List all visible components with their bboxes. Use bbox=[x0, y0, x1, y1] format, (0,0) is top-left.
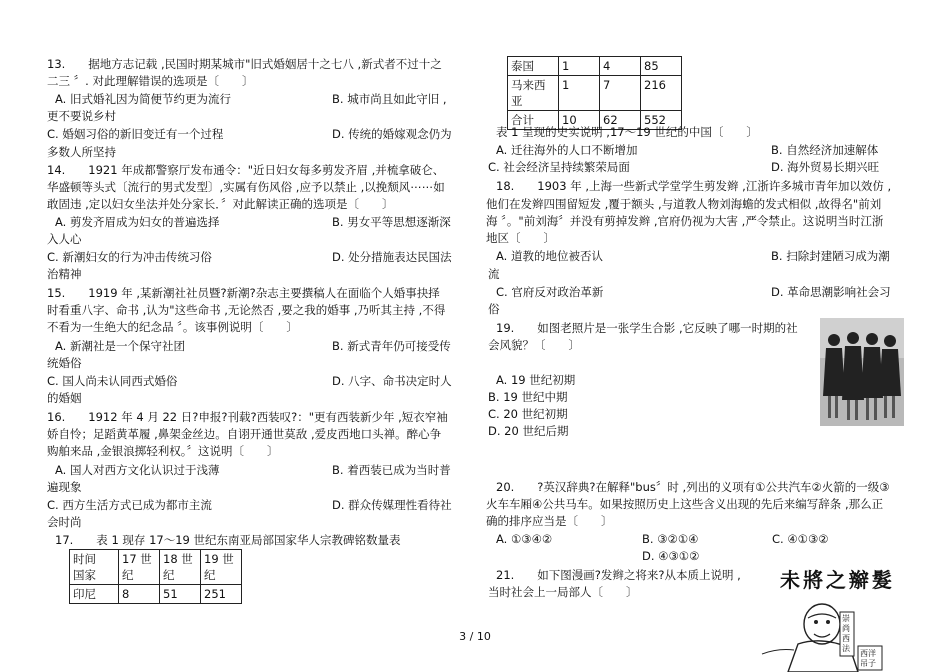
table-cell: 4 bbox=[600, 57, 641, 76]
q14-option-d[interactable]: D. 处分措施表达民国法 bbox=[332, 250, 452, 264]
q17-table-part1 bbox=[69, 549, 242, 604]
q18-stem-line4: 地区〔 〕 bbox=[486, 231, 555, 245]
table-header-cell: 时间 国家 bbox=[70, 550, 119, 585]
q17-stem-line1: 17. 表 1 现存 17～19 世纪东南亚局部国家华人宗教碑铭数量表 bbox=[55, 533, 401, 547]
q17-option-c[interactable]: C. 社会经济呈持续繁荣局面 bbox=[488, 160, 630, 174]
q13-option-d-cont: 多数人所坚持 bbox=[47, 145, 116, 159]
q18-option-d-cont: 俗 bbox=[488, 302, 500, 316]
table-row bbox=[508, 76, 682, 111]
q21-stem-line2: 当时社会上一局部人〔 〕 bbox=[488, 585, 638, 599]
q16-option-b[interactable]: B. 着西装已成为当时普 bbox=[332, 463, 451, 477]
q14-stem-line1: 14. 1921 年成都警察厅发布通令："近日妇女每多剪发齐眉 ,并梳拿破仑、 bbox=[47, 163, 445, 177]
q13-option-a[interactable]: A. 旧式婚礼因为简便节约更为流行 bbox=[55, 92, 231, 106]
q19-option-c[interactable]: C. 20 世纪初期 bbox=[488, 407, 568, 421]
q20-option-d[interactable]: D. ④③①② bbox=[642, 549, 700, 563]
queue-future-cartoon bbox=[758, 558, 908, 672]
q16-option-d-cont: 会时尚 bbox=[47, 515, 82, 529]
q13-option-b-cont: 更不要说乡村 bbox=[47, 109, 116, 123]
q17-question: 表 1 呈现的史实说明 ,17～19 世纪的中国〔 〕 bbox=[496, 125, 758, 139]
table-cell: 216 bbox=[641, 76, 682, 111]
table-cell: 合计 bbox=[508, 111, 559, 130]
table-header-cell: 18 世 纪 bbox=[160, 550, 201, 585]
cartoon-note-1: 崇尚西法 bbox=[842, 614, 850, 653]
q20-stem-line3: 确的排序应当是〔 〕 bbox=[486, 514, 613, 528]
table-header-cell: 17 世 纪 bbox=[119, 550, 160, 585]
table-header-row bbox=[70, 550, 242, 585]
table-cell: 51 bbox=[160, 585, 201, 604]
q17-option-b[interactable]: B. 自然经济加速解体 bbox=[771, 143, 879, 157]
q18-option-b-cont: 流 bbox=[488, 267, 500, 281]
table-cell: 印尼 bbox=[70, 585, 119, 604]
q17-option-d[interactable]: D. 海外贸易长期兴旺 bbox=[771, 160, 880, 174]
q18-option-c[interactable]: C. 官府反对政治革新 bbox=[496, 285, 604, 299]
q18-option-d[interactable]: D. 革命思潮影响社会习 bbox=[771, 285, 891, 299]
q20-stem-line2: 火车车厢④公共马车。如果按照历史上这些含义出现的先后来编写辞条 ,那么正 bbox=[486, 497, 884, 511]
q14-stem-line2: 华盛顿等头式〔流行的男式发型〕,实属有伤风俗 ,应予以禁止 ,以挽颓风⋯⋯如 bbox=[47, 180, 445, 194]
q15-option-c[interactable]: C. 国人尚未认同西式婚俗 bbox=[47, 374, 178, 388]
table-cell: 1 bbox=[559, 76, 600, 111]
q15-option-b[interactable]: B. 新式青年仍可接受传 bbox=[332, 339, 451, 353]
q19-option-d[interactable]: D. 20 世纪后期 bbox=[488, 424, 569, 438]
table-cell: 552 bbox=[641, 111, 682, 130]
table-row bbox=[508, 57, 682, 76]
q16-option-d[interactable]: D. 群众传媒理性看待社 bbox=[332, 498, 452, 512]
q14-option-b-cont: 入人心 bbox=[47, 232, 82, 246]
q13-stem-line2: 二三 〞. 对此理解错误的选项是〔 〕 bbox=[47, 74, 254, 88]
table-cell: 马来西亚 bbox=[508, 76, 559, 111]
q15-stem-line3: 不看为一生绝大的纪念品 〞。该事例说明〔 〕 bbox=[47, 320, 298, 334]
q14-option-b[interactable]: B. 男女平等思想逐渐深 bbox=[332, 215, 451, 229]
table-cell: 251 bbox=[201, 585, 242, 604]
q15-option-b-cont: 统婚俗 bbox=[47, 356, 82, 370]
q19-stem-line1: 19. 如图老照片是一张学生合影 ,它反映了哪一时期的社 bbox=[496, 321, 798, 335]
table-cell: 62 bbox=[600, 111, 641, 130]
cartoon-note-2: 西洋吊子 bbox=[860, 649, 876, 668]
q20-option-b[interactable]: B. ③②①④ bbox=[642, 532, 699, 546]
q16-stem-line1: 16. 1912 年 4 月 22 日?申报?刊载?西装叹?："更有西装新少年 ,短衣窄袖 bbox=[47, 410, 448, 424]
q16-option-b-cont: 遍现象 bbox=[47, 480, 82, 494]
q17-option-a[interactable]: A. 迁往海外的人口不断增加 bbox=[496, 143, 638, 157]
q18-stem-line2: 他们在发辫四围留短发 ,覆于额头 ,与道教人物刘海蟾的发式相似 ,故得名"前刘 bbox=[486, 197, 882, 211]
q16-option-a[interactable]: A. 国人对西方文化认识过于浅薄 bbox=[55, 463, 220, 477]
q15-option-d-cont: 的婚姻 bbox=[47, 391, 82, 405]
table-cell: 85 bbox=[641, 57, 682, 76]
table-cell: 7 bbox=[600, 76, 641, 111]
table-cell: 8 bbox=[119, 585, 160, 604]
q19-option-a[interactable]: A. 19 世纪初期 bbox=[496, 373, 576, 387]
table-header-cell: 19 世 纪 bbox=[201, 550, 242, 585]
q13-option-b[interactable]: B. 城市尚且如此守旧 , bbox=[332, 92, 447, 106]
q19-stem-line2: 会风貌？〔 〕 bbox=[488, 338, 580, 352]
table-cell: 泰国 bbox=[508, 57, 559, 76]
q20-option-c[interactable]: C. ④①③② bbox=[772, 532, 829, 546]
q18-stem-line3: 海 〞。"前刘海〞并没有剪掉发辫 ,官府仍视为大害 ,严令禁止。这说明当时江浙 bbox=[486, 214, 884, 228]
table-cell: 10 bbox=[559, 111, 600, 130]
q14-option-a[interactable]: A. 剪发齐眉成为妇女的普遍选择 bbox=[55, 215, 220, 229]
q14-stem-line3: 敢固违 ,定以妇女坐法并处分家长．〞对此解读正确的选项是〔 〕 bbox=[47, 197, 394, 211]
page-number: 3 / 10 bbox=[459, 630, 491, 643]
student-group-photo bbox=[820, 318, 904, 426]
q18-option-b[interactable]: B. 扫除封建陋习成为潮 bbox=[771, 249, 890, 263]
q20-stem-line1: 20. ?英汉辞典?在解释"bus〞时 ,列出的义项有①公共汽车②火箭的一级③ bbox=[496, 480, 890, 494]
q14-option-c[interactable]: C. 新潮妇女的行为冲击传统习俗 bbox=[47, 250, 212, 264]
q16-stem-line3: 购舶来品 ,金银浪掷轻利权。〞这说明〔 〕 bbox=[47, 444, 279, 458]
q15-option-a[interactable]: A. 新潮社是一个保守社团 bbox=[55, 339, 185, 353]
q13-option-c[interactable]: C. 婚姻习俗的新旧变迁有一个过程 bbox=[47, 127, 224, 141]
table-cell: 1 bbox=[559, 57, 600, 76]
q20-option-a[interactable]: A. ①③④② bbox=[496, 532, 553, 546]
cartoon-title: 未 將 之 辮 髮 bbox=[780, 568, 890, 592]
q14-option-d-cont: 治精神 bbox=[47, 267, 82, 281]
q13-option-d[interactable]: D. 传统的婚嫁观念仍为 bbox=[332, 127, 452, 141]
table-row bbox=[70, 585, 242, 604]
q17-table-part2 bbox=[507, 56, 682, 130]
q15-stem-line1: 15. 1919 年 ,某新潮社社员暨?新潮?杂志主要撰稿人在面临个人婚事抉择 bbox=[47, 286, 440, 300]
q21-stem-line1: 21. 如下图漫画?发辫之将来?从本质上说明 , bbox=[496, 568, 741, 582]
q16-stem-line2: 娇自怜；足蹈黄革履 ,鼻架金丝边。自诩开通世莫敌 ,爱皮西地口头禅。醉心争 bbox=[47, 427, 442, 441]
q18-stem-line1: 18. 1903 年 ,上海一些新式学堂学生剪发辫 ,江浙许多城市青年加以效仿 , bbox=[496, 179, 892, 193]
q15-stem-line2: 时看重八字、命书 ,认为"这些命书 ,无论然否 ,要之我的婚事 ,乃听其主持 ,不得 bbox=[47, 303, 446, 317]
q16-option-c[interactable]: C. 西方生活方式已成为都市主流 bbox=[47, 498, 212, 512]
q18-option-a[interactable]: A. 道教的地位被否认 bbox=[496, 249, 603, 263]
q13-stem-line1: 13. 据地方志记载 ,民国时期某城市"旧式婚姻居十之七八 ,新式者不过十之 bbox=[47, 57, 442, 71]
q19-option-b[interactable]: B. 19 世纪中期 bbox=[488, 390, 568, 404]
q15-option-d[interactable]: D. 八字、命书决定时人 bbox=[332, 374, 452, 388]
